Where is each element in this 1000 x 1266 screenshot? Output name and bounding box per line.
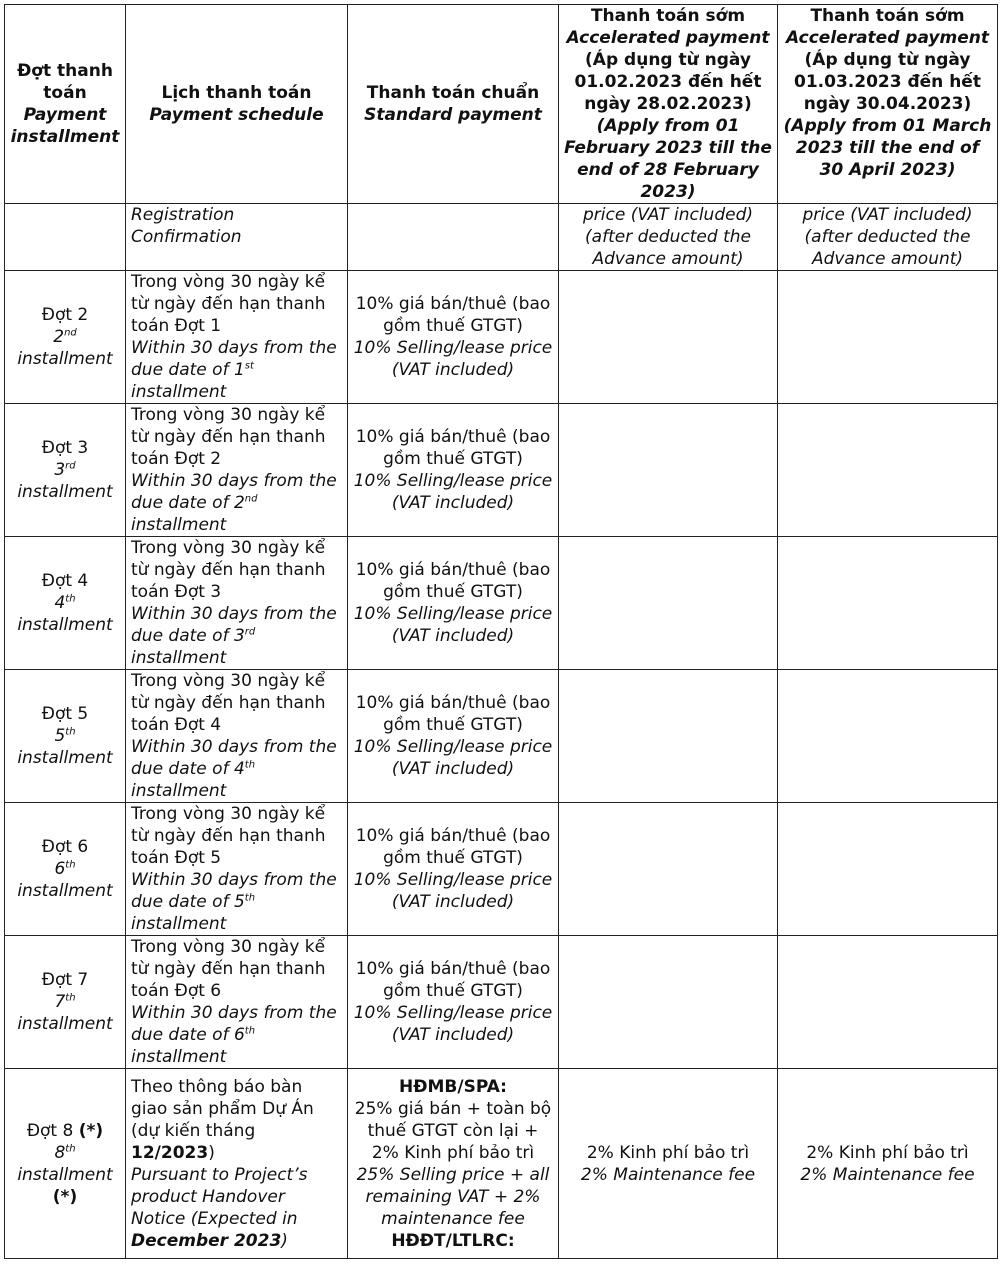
schedule-en-end: installment xyxy=(131,648,227,668)
installment-8-std-vi: 25% giá bán + toàn bộ thuế GTGT còn lại + 2% Kinh phí bảo trì xyxy=(354,1098,552,1163)
table-row xyxy=(5,404,998,537)
schedule-sup: th xyxy=(244,1025,256,1037)
header-accel2-period-en: (Apply from 01 March 2023 till the end of 30 April 2023) xyxy=(783,116,992,180)
schedule-vi: Trong vòng 30 ngày kể từ ngày đến hạn thanh toán Đợt 4 xyxy=(131,671,326,735)
schedule-vi: Trong vòng 30 ngày kể từ ngày đến hạn thanh toán Đợt 5 xyxy=(131,804,326,868)
installment-en: installment xyxy=(17,615,113,635)
schedule-sup: nd xyxy=(244,493,258,505)
table-row xyxy=(5,271,998,404)
installment-num: 5 xyxy=(54,726,66,746)
schedule-en-end: installment xyxy=(131,781,227,801)
installment-en: installment xyxy=(17,748,113,768)
schedule-sup: st xyxy=(244,360,254,372)
installment-8-en: installment xyxy=(17,1164,113,1185)
accelerated-feb-cell xyxy=(559,670,778,803)
partial-accel2-line2: (after deducted the Advance amount) xyxy=(804,227,971,269)
installment-8-std-heading2: HĐĐT/LTLRC: xyxy=(391,1230,515,1251)
header-standard xyxy=(348,5,559,204)
schedule-vi: Trong vòng 30 ngày kể từ ngày đến hạn thanh toán Đợt 3 xyxy=(131,538,326,602)
header-standard-vi: Thanh toán chuẩn xyxy=(366,83,540,103)
table-row-partial xyxy=(5,204,998,271)
installment-cell xyxy=(5,803,126,936)
partial-schedule-en: Registration Confirmation xyxy=(131,205,242,247)
header-installment-vi: Đợt thanh toán xyxy=(17,61,113,103)
installment-en: installment xyxy=(17,482,113,502)
accelerated-mar-cell xyxy=(778,803,998,936)
header-schedule-en: Payment schedule xyxy=(149,105,324,125)
installment-sup: th xyxy=(65,992,76,1004)
standard-cell xyxy=(348,537,559,670)
installment-8-schedule xyxy=(126,1069,348,1259)
schedule-sup: th xyxy=(244,759,256,771)
table-row xyxy=(5,670,998,803)
installment-8-sched-vi-date: 12/2023 xyxy=(131,1142,209,1163)
schedule-vi: Trong vòng 30 ngày kể từ ngày đến hạn thanh toán Đợt 1 xyxy=(131,272,326,336)
standard-vi: 10% giá bán/thuê (bao gồm thuế GTGT) xyxy=(355,427,551,469)
standard-en: 10% Selling/lease price (VAT included) xyxy=(353,604,553,646)
schedule-cell xyxy=(126,404,348,537)
partial-standard-cell xyxy=(348,204,559,271)
header-schedule-vi: Lịch thanh toán xyxy=(161,83,312,103)
partial-accel1-line1: price (VAT included) xyxy=(582,205,754,225)
standard-cell xyxy=(348,670,559,803)
installment-vi: Đợt 5 xyxy=(41,704,89,724)
installment-num: 4 xyxy=(54,593,66,613)
installment-en: installment xyxy=(17,349,113,369)
installment-num: 3 xyxy=(54,460,66,480)
accelerated-mar-cell xyxy=(778,936,998,1069)
installment-8-sched-en: Pursuant to Project’s product Handover Notice (Expected in xyxy=(131,1164,308,1229)
installment-8-sched-en-date: December 2023 xyxy=(131,1230,282,1251)
schedule-en-end: installment xyxy=(131,515,227,535)
schedule-sup: th xyxy=(244,892,256,904)
standard-vi: 10% giá bán/thuê (bao gồm thuế GTGT) xyxy=(355,560,551,602)
standard-en: 10% Selling/lease price (VAT included) xyxy=(353,338,553,380)
table-row-installment-8 xyxy=(5,1069,998,1259)
schedule-en: Within 30 days from the due date of 4 xyxy=(131,737,337,779)
schedule-cell xyxy=(126,271,348,404)
schedule-en-end: installment xyxy=(131,914,227,934)
schedule-cell xyxy=(126,936,348,1069)
installment-8-standard xyxy=(348,1069,559,1259)
header-accelerated-mar xyxy=(778,5,998,204)
schedule-cell xyxy=(126,803,348,936)
installment-8-num: 8 xyxy=(54,1142,66,1163)
header-schedule xyxy=(126,5,348,204)
accelerated-mar-cell xyxy=(778,537,998,670)
installment-8-sched-vi: Theo thông báo bàn giao sản phẩm Dự Án (dự kiến tháng xyxy=(131,1076,314,1141)
installment-8-accel1-en: 2% Maintenance fee xyxy=(580,1164,756,1185)
header-accel2-period-vi: (Áp dụng từ ngày 01.03.2023 đến hết ngày 30.04.2023) xyxy=(794,50,981,114)
installment-8-std-en: 25% Selling price + all remaining VAT + 2% maintenance fee xyxy=(356,1164,550,1229)
standard-en: 10% Selling/lease price (VAT included) xyxy=(353,1003,553,1045)
installment-num: 2 xyxy=(53,327,65,347)
installment-8-accel1 xyxy=(559,1069,778,1259)
installment-8-accel1-vi: 2% Kinh phí bảo trì xyxy=(586,1142,750,1163)
header-installment-en: Payment installment xyxy=(10,105,120,147)
payment-schedule-table xyxy=(4,4,998,1259)
schedule-sup: rd xyxy=(244,626,256,638)
installment-sup: th xyxy=(65,859,76,871)
installment-cell xyxy=(5,271,126,404)
schedule-en: Within 30 days from the due date of 2 xyxy=(131,471,337,513)
accelerated-mar-cell xyxy=(778,271,998,404)
header-accel2-en: Accelerated payment xyxy=(786,28,989,48)
header-accelerated-feb xyxy=(559,5,778,204)
installment-8-marker: (*) xyxy=(78,1120,104,1141)
installment-num: 7 xyxy=(54,992,66,1012)
installment-8-accel2-vi: 2% Kinh phí bảo trì xyxy=(806,1142,969,1163)
schedule-en: Within 30 days from the due date of 5 xyxy=(131,870,337,912)
schedule-vi: Trong vòng 30 ngày kể từ ngày đến hạn thanh toán Đợt 2 xyxy=(131,405,326,469)
standard-vi: 10% giá bán/thuê (bao gồm thuế GTGT) xyxy=(355,826,551,868)
installment-num: 6 xyxy=(54,859,66,879)
standard-en: 10% Selling/lease price (VAT included) xyxy=(353,737,553,779)
schedule-en-end: installment xyxy=(131,382,227,402)
table-row xyxy=(5,936,998,1069)
header-accel1-vi: Thanh toán sớm xyxy=(590,6,746,26)
header-row xyxy=(5,5,998,204)
partial-accel1-cell xyxy=(559,204,778,271)
schedule-vi: Trong vòng 30 ngày kể từ ngày đến hạn thanh toán Đợt 6 xyxy=(131,937,326,1001)
installment-sup: th xyxy=(65,726,76,738)
installment-8-sched-en-end: ) xyxy=(281,1230,288,1251)
installment-vi: Đợt 2 xyxy=(41,305,89,325)
installment-cell xyxy=(5,537,126,670)
installment-8-marker-2: (*) xyxy=(52,1186,78,1207)
schedule-en: Within 30 days from the due date of 3 xyxy=(131,604,337,646)
installment-8-sup: th xyxy=(65,1142,76,1154)
header-accel1-period-en: (Apply from 01 February 2023 till the end of 28 February 2023) xyxy=(564,116,772,202)
accelerated-feb-cell xyxy=(559,936,778,1069)
installment-8-accel2 xyxy=(778,1069,998,1259)
partial-accel2-cell xyxy=(778,204,998,271)
header-installment xyxy=(5,5,126,204)
standard-en: 10% Selling/lease price (VAT included) xyxy=(353,471,553,513)
installment-8-std-heading: HĐMB/SPA: xyxy=(399,1076,507,1097)
partial-schedule-cell xyxy=(126,204,348,271)
installment-vi: Đợt 6 xyxy=(41,837,89,857)
installment-rows xyxy=(5,271,998,1069)
installment-cell xyxy=(5,404,126,537)
installment-8-vi: Đợt 8 xyxy=(26,1120,74,1141)
header-accel1-en: Accelerated payment xyxy=(566,28,770,48)
schedule-en-end: installment xyxy=(131,1047,227,1067)
schedule-cell xyxy=(126,537,348,670)
header-accel2-vi: Thanh toán sớm xyxy=(810,6,965,26)
installment-en: installment xyxy=(17,881,113,901)
header-standard-en: Standard payment xyxy=(364,105,542,125)
installment-8-cell xyxy=(5,1069,126,1259)
table-row xyxy=(5,803,998,936)
partial-installment-cell xyxy=(5,204,126,271)
standard-en: 10% Selling/lease price (VAT included) xyxy=(353,870,553,912)
standard-vi: 10% giá bán/thuê (bao gồm thuế GTGT) xyxy=(355,959,551,1001)
installment-sup: rd xyxy=(65,460,76,472)
installment-8-accel2-en: 2% Maintenance fee xyxy=(800,1164,975,1185)
partial-accel2-line1: price (VAT included) xyxy=(802,205,973,225)
installment-en: installment xyxy=(17,1014,113,1034)
accelerated-feb-cell xyxy=(559,803,778,936)
installment-cell xyxy=(5,936,126,1069)
table-row xyxy=(5,537,998,670)
installment-sup: th xyxy=(65,593,76,605)
installment-cell xyxy=(5,670,126,803)
standard-cell xyxy=(348,803,559,936)
header-accel1-period-vi: (Áp dụng từ ngày 01.02.2023 đến hết ngày 28.02.2023) xyxy=(574,50,762,114)
standard-cell xyxy=(348,936,559,1069)
accelerated-feb-cell xyxy=(559,537,778,670)
accelerated-feb-cell xyxy=(559,271,778,404)
schedule-en: Within 30 days from the due date of 6 xyxy=(131,1003,337,1045)
installment-vi: Đợt 3 xyxy=(41,438,89,458)
standard-vi: 10% giá bán/thuê (bao gồm thuế GTGT) xyxy=(355,294,551,336)
standard-cell xyxy=(348,271,559,404)
installment-sup: nd xyxy=(64,327,77,339)
accelerated-feb-cell xyxy=(559,404,778,537)
partial-accel1-line2: (after deducted the Advance amount) xyxy=(585,227,751,269)
installment-8-sched-vi-end: ) xyxy=(208,1142,215,1163)
accelerated-mar-cell xyxy=(778,404,998,537)
installment-vi: Đợt 7 xyxy=(41,970,89,990)
schedule-cell xyxy=(126,670,348,803)
installment-vi: Đợt 4 xyxy=(41,571,89,591)
standard-cell xyxy=(348,404,559,537)
accelerated-mar-cell xyxy=(778,670,998,803)
standard-vi: 10% giá bán/thuê (bao gồm thuế GTGT) xyxy=(355,693,551,735)
schedule-en: Within 30 days from the due date of 1 xyxy=(131,338,337,380)
